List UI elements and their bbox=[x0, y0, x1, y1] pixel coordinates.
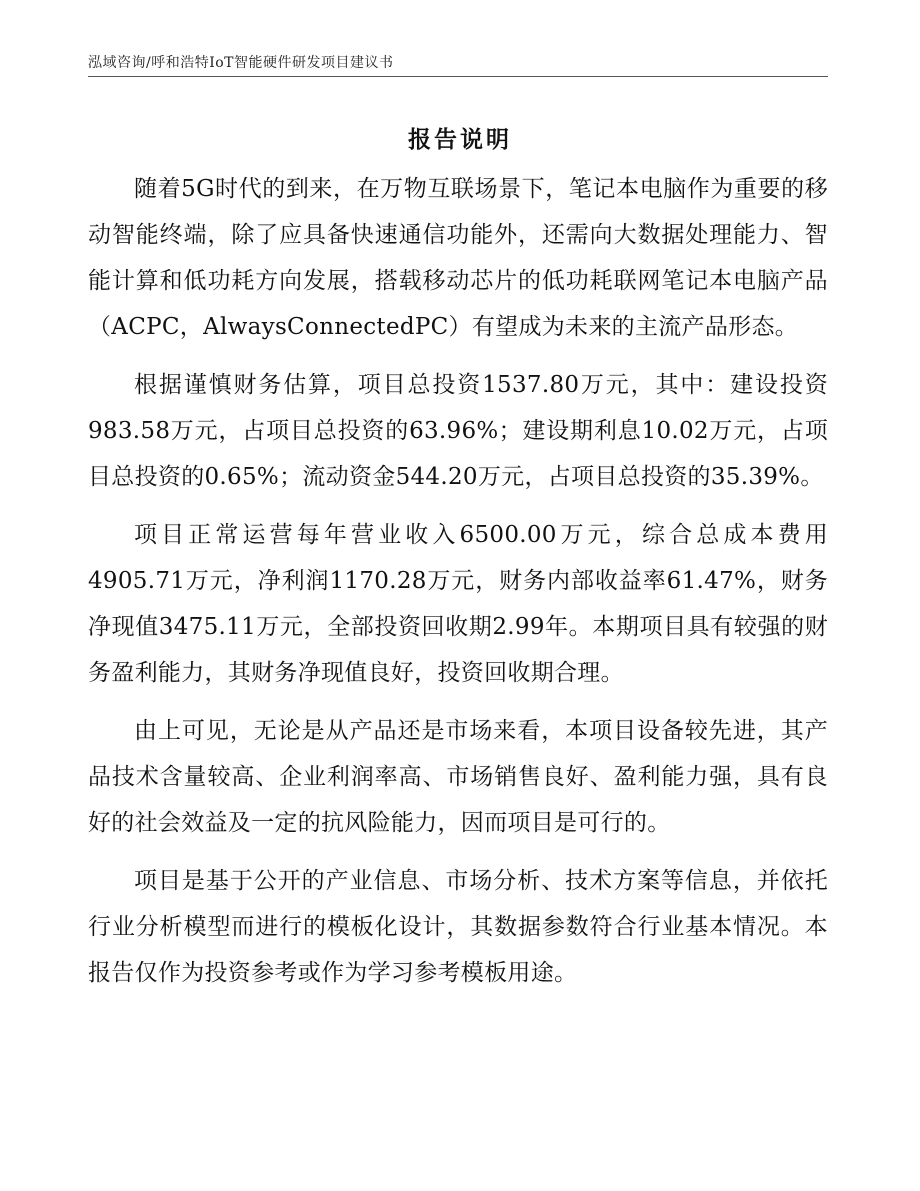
paragraph-conclusion: 由上可见，无论是从产品还是市场来看，本项目设备较先进，其产品技术含量较高、企业利润率高、市场销售良好、盈利能力强，具有良好的社会效益及一定的抗风险能力，因而项目是可行的。 bbox=[88, 718, 828, 836]
body-text bbox=[88, 166, 828, 1008]
paragraph-intro: 随着5G时代的到来，在万物互联场景下，笔记本电脑作为重要的移动智能终端，除了应具备快速通信功能外，还需向大数据处理能力、智能计算和低功耗方向发展，搭载移动芯片的低功耗联网笔记本电脑产品（ACPC，AlwaysConnectedPC）有望成为未来的主流产品形态。 bbox=[88, 176, 828, 340]
paragraph-financials: 项目正常运营每年营业收入6500.00万元，综合总成本费用4905.71万元，净利润1170.28万元，财务内部收益率61.47%，财务净现值3475.11万元，全部投资回收期2.99年。本期项目具有较强的财务盈利能力，其财务净现值良好，投资回收期合理。 bbox=[88, 522, 828, 686]
paragraph-investment: 根据谨慎财务估算，项目总投资1537.80万元，其中：建设投资983.58万元，占项目总投资的63.96%；建设期利息10.02万元，占项目总投资的0.65%；流动资金544.20万元，占项目总投资的35.39%。 bbox=[88, 372, 828, 490]
page-title: 报告说明 bbox=[408, 126, 512, 153]
header-divider bbox=[88, 76, 828, 77]
paragraph-disclaimer: 项目是基于公开的产业信息、市场分析、技术方案等信息，并依托行业分析模型而进行的模板化设计，其数据参数符合行业基本情况。本报告仅作为投资参考或作为学习参考模板用途。 bbox=[88, 868, 828, 986]
running-header: 泓域咨询/呼和浩特IoT智能硬件研发项目建议书 bbox=[88, 55, 394, 71]
